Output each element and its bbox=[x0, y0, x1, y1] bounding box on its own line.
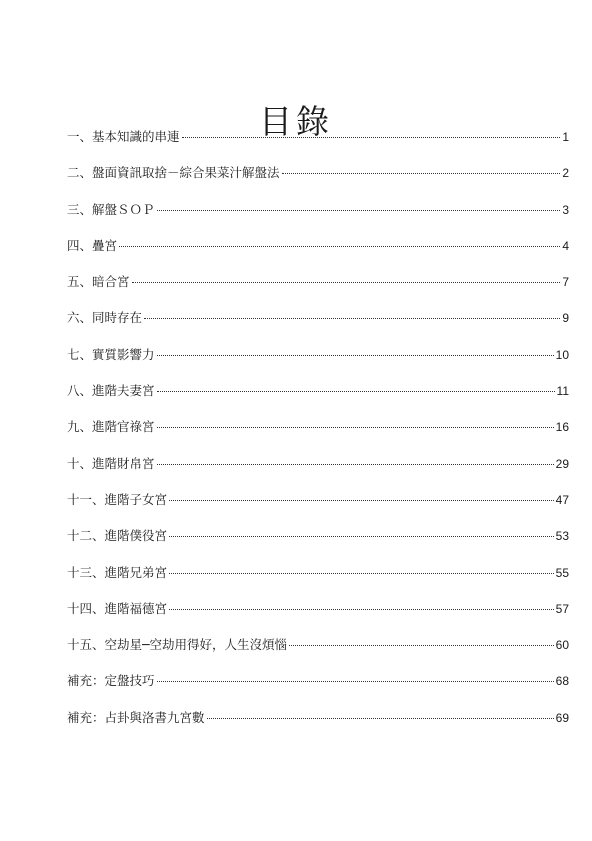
toc-entry-label: 一、基本知識的串連 bbox=[67, 129, 180, 144]
toc-entry[interactable] bbox=[67, 127, 569, 163]
toc-entry[interactable] bbox=[67, 671, 569, 707]
toc-entry-label: 三、解盤ＳＯＰ bbox=[67, 201, 155, 217]
dot-leader bbox=[157, 391, 555, 392]
toc-entry-page: 53 bbox=[555, 529, 569, 544]
toc-entry[interactable] bbox=[67, 272, 569, 308]
toc-entry-label: 四、疊宮 bbox=[67, 237, 118, 253]
toc-entry-page: 29 bbox=[555, 456, 569, 471]
page-title: 目錄 bbox=[259, 102, 333, 142]
toc-entry-page: 10 bbox=[555, 347, 569, 362]
toc-entry-label: 十三、進階兄弟宮 bbox=[67, 564, 168, 580]
toc-entry-label: 十五、空劫星─空劫用得好，人生沒煩惱 bbox=[67, 637, 288, 653]
dot-leader bbox=[169, 536, 554, 537]
dot-leader bbox=[157, 427, 554, 428]
dot-leader bbox=[289, 645, 554, 646]
dot-leader bbox=[132, 282, 561, 283]
dot-leader bbox=[169, 500, 554, 501]
toc-entry-label: 十二、進階僕役宮 bbox=[67, 528, 168, 544]
toc-entry-page: 57 bbox=[555, 601, 569, 616]
toc-entry[interactable] bbox=[67, 708, 569, 744]
toc-entry[interactable] bbox=[67, 563, 569, 599]
toc-entry-page: 16 bbox=[555, 420, 569, 435]
toc-entry-page: 2 bbox=[562, 166, 569, 181]
toc-entry-label: 七、實質影響力 bbox=[67, 346, 155, 362]
toc-entry[interactable] bbox=[67, 490, 569, 526]
toc-entry-page: 55 bbox=[555, 565, 569, 580]
toc-entry[interactable] bbox=[67, 599, 569, 635]
toc-entry-label: 五、暗合宮 bbox=[67, 274, 130, 290]
dot-leader bbox=[282, 173, 561, 174]
toc-entry-page: 69 bbox=[555, 710, 569, 725]
toc-entry-page: 4 bbox=[562, 238, 569, 253]
toc-entry[interactable] bbox=[67, 163, 569, 199]
toc-entry[interactable] bbox=[67, 454, 569, 490]
dot-leader bbox=[207, 718, 554, 719]
toc-entry-page: 9 bbox=[562, 311, 569, 326]
dot-leader bbox=[157, 210, 561, 211]
toc-entry-label: 十、進階財帛宮 bbox=[67, 455, 155, 471]
dot-leader bbox=[169, 573, 554, 574]
dot-leader bbox=[182, 137, 561, 138]
toc-entry-page: 47 bbox=[555, 492, 569, 507]
dot-leader bbox=[157, 681, 554, 682]
toc-entry[interactable] bbox=[67, 345, 569, 381]
dot-leader bbox=[144, 318, 560, 319]
toc-entry-label: 二、盤面資訊取捨－綜合果菜汁解盤法 bbox=[67, 165, 280, 181]
dot-leader bbox=[169, 609, 554, 610]
dot-leader bbox=[157, 464, 554, 465]
toc-entry-label: 十一、進階子女宮 bbox=[67, 491, 168, 507]
dot-leader bbox=[157, 355, 554, 356]
toc-entry-label: 八、進階夫妻宮 bbox=[67, 383, 155, 399]
toc-entry-label: 十四、進階福德宮 bbox=[67, 600, 168, 616]
toc-entry-page: 60 bbox=[555, 638, 569, 653]
toc-entry[interactable] bbox=[67, 308, 569, 344]
toc-entry[interactable] bbox=[67, 526, 569, 562]
toc-entry-page: 1 bbox=[562, 130, 569, 144]
toc-entry-page: 68 bbox=[555, 674, 569, 689]
toc-entry[interactable] bbox=[67, 236, 569, 272]
toc-entry-page: 3 bbox=[562, 202, 569, 217]
toc-entry-label: 六、同時存在 bbox=[67, 310, 143, 326]
toc-entry[interactable] bbox=[67, 417, 569, 453]
toc-entry-label: 補充：占卦與洛書九宮數 bbox=[67, 709, 205, 725]
toc-entry[interactable] bbox=[67, 200, 569, 236]
toc-entry-page: 7 bbox=[562, 275, 569, 290]
toc-entry-page: 11 bbox=[556, 384, 569, 399]
toc-entry-label: 九、進階官祿宮 bbox=[67, 419, 155, 435]
dot-leader bbox=[119, 246, 560, 247]
toc-entry[interactable] bbox=[67, 381, 569, 417]
toc-entry-label: 補充：定盤技巧 bbox=[67, 673, 155, 689]
table-of-contents bbox=[67, 127, 569, 744]
toc-entry[interactable] bbox=[67, 635, 569, 671]
